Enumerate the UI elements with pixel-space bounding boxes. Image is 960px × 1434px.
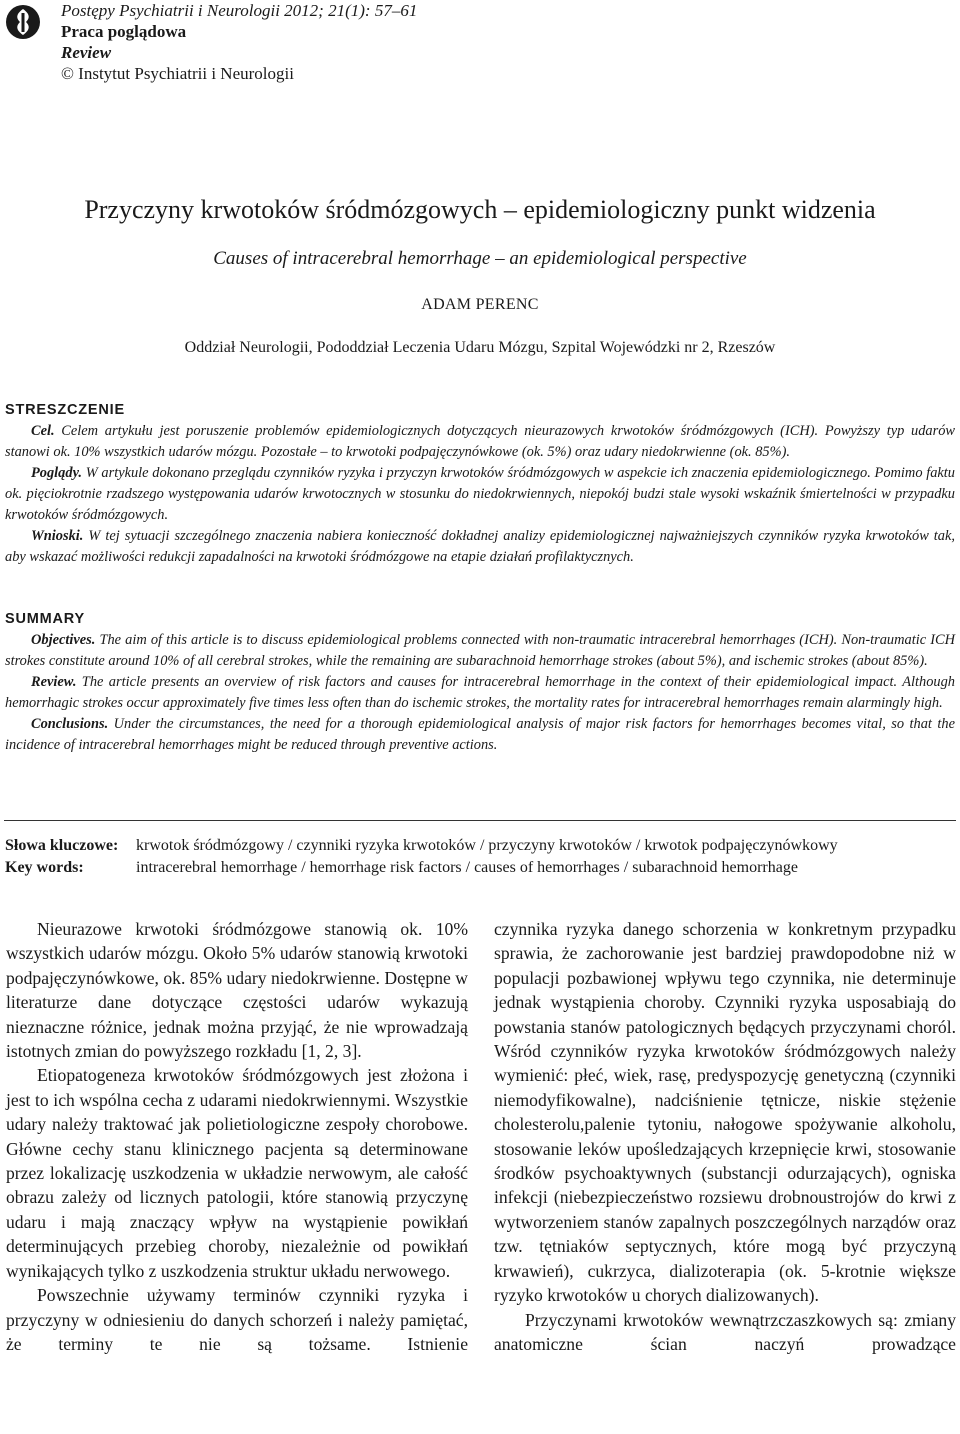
wnioski-label: Wnioski. [31,528,84,544]
section-divider [4,820,956,821]
body-paragraph: Etiopatogeneza krwotoków śródmózgowych jest złożona i jest to ich wspólna cecha z udarami niedokrwiennymi. Wszystkie udary należy traktować jak polietiologiczne zespoły chorobowe. Główne cechy stanu klinicznego pacjenta są determinowane przez lokalizację uszkodzenia w układzie nerwowym, ale całość obrazu zależy od licznych patologii, które stanowią przyczynę udaru i mają znaczący wpływ na wystąpienie powikłań determinujących przebieg choroby, niezależnie od powikłań wynikających tylko z uszkodzenia struktur układu nerwowego. [6,1065,468,1281]
article-type-pl: Praca poglądowa [61,22,187,41]
body-column-right [494,917,956,1356]
article-subtitle: Causes of intracerebral hemorrhage – an epidemiological perspective [213,248,747,269]
body-paragraph: czynnika ryzyka danego schorzenia w konkretnym przypadku sprawia, że zachorowanie jest bardziej prawdopodobne niż w populacji pozbawionej wpływu tego czynnika, nie determinuje jednak wystąpienia choroby. Czynniki ryzyka usposabiają do powstania stanów patologicznych będących przyczynami choról. Wśród czynników ryzyka krwotoków śródmózgowych należy wymienić: płeć, wiek, rasę, predyspozycję genetyczną (czynniki niemodyfikowalne), nadciśnienie tętnicze, niskie stężenie cholesterolu,palenie tytoniu, nałogowe spożywanie alkoholu, stosowanie leków upośledzających krzepnięcie krwi, stosowanie środków psychoaktywnych (substancji odurzających), ogniska infekcji (niebezpieczeństwo rozsiewu drobnoustrojów do krwi z wytworzeniem stanów zapalnych poszczególnych narządów oraz tzw. tętniaków septycznych, które mogą być przyczyną krwawień), cukrzyca, dializoterapia (ok. 5-krotnie większe ryzyko krwotoków u chorych dializowanych). [494,919,956,1306]
keywords-en-label: Key words: [5,859,84,876]
abstract-wnioski [5,526,955,568]
abstract-en [5,609,955,756]
abstract-cel [5,421,955,463]
journal-citation: Postępy Psychiatrii i Neurologii 2012; 21(1): 57–61 [61,1,418,20]
cel-text: Celem artykułu jest poruszenie problemów epidemiologicznych dotyczących nieurazowych krwotoków śródmózgowych (ICH). Powyższy typ udarów stanowi ok. 10% wszystkich udarów mózgu. Pozostałe – to krwotoki podpajęczynówkowe (ok. 5%) oraz udary niedokrwienne (ok. 85%). [5,423,955,460]
keywords-en [5,857,798,879]
keywords-en-text: intracerebral hemorrhage / hemorrhage risk factors / causes of hemorrhages / subarachnoid hemorrhage [136,859,798,876]
copyright: © Instytut Psychiatrii i Neurologii [61,64,294,83]
abstract-pl [5,400,955,568]
body-paragraph: Nieurazowe krwotoki śródmózgowe stanowią ok. 10% wszystkich udarów mózgu. Około 5% udarów stanowią krwotoki podpajęczynówkowe, ok. 85% udary niedokrwienne. Dostępne w literaturze dane dotyczące częstości udarów wykazują nieznaczne różnice, jednak można przyjąć, że nie wprowadzają istotnych zmian do powyższego rozkładu [1, 2, 3]. [6,919,468,1062]
body-paragraph: Przyczynami krwotoków wewnątrzczaszkowych są: zmiany anatomiczne ścian naczyń prowadzące [494,1309,956,1354]
abstract-pl-heading: STRESZCZENIE [5,402,125,418]
conclusions-text: Under the circumstances, the need for a thorough epidemiological analysis of major risk factors for hemorrhages becomes vital, so that the incidence of intracerebral hemorrhages might be reduced through preventive actions. [5,716,955,753]
journal-logo-icon [4,2,42,42]
abstract-en-heading: SUMMARY [5,611,85,627]
objectives-label: Objectives. [31,632,96,648]
objectives-text: The aim of this article is to discuss epidemiological problems connected with non-traumatic intracerebral hemorrhages (ICH). Non-traumatic ICH strokes constitute around 10% of all cerebral strokes, while the remaining are subarachnoid hemorrhage strokes (about 5%), and ischemic strokes (about 85%). [5,632,955,669]
conclusions-label: Conclusions. [31,716,109,732]
review-text: The article presents an overview of risk factors and causes for intracerebral hemorrhage in the context of their epidemiological impact. Although hemorrhagic strokes occur approximately five times less often than do ischemic strokes, the mortality rates for intracerebral hemorrhages remain alarmingly high. [5,674,955,711]
wnioski-text: W tej sytuacji szczególnego znaczenia nabiera konieczność dokładnej analizy epidemiologicznej najważniejszych czynników ryzyka krwotoków tak, aby wskazać możliwości redukcji zapadalności na krwotoki śródmózgowe na etapie działań profilaktycznych. [5,528,955,565]
body-paragraph: Powszechnie używamy terminów czynniki ryzyka i przyczyny w odniesieniu do danych schorzeń i należy pamiętać, że terminy te nie są tożsame. Istnienie [6,1285,468,1354]
cel-label: Cel. [31,423,55,439]
abstract-poglady [5,463,955,526]
summary-objectives [5,630,955,672]
journal-header [61,0,417,84]
keywords-pl [5,835,838,857]
affiliation: Oddział Neurologii, Pododdział Leczenia Udaru Mózgu, Szpital Wojewódzki nr 2, Rzeszów [184,339,776,356]
article-type-en: Review [61,43,112,62]
keywords-pl-label: Słowa kluczowe: [5,837,119,854]
summary-conclusions [5,714,955,756]
keywords-pl-text: krwotok śródmózgowy / czynniki ryzyka krwotoków / przyczyny krwotoków / krwotok podpajęczynówkowy [136,837,838,854]
article-title: Przyczyny krwotoków śródmózgowych – epidemiologiczny punkt widzenia [84,195,876,224]
poglady-label: Poglądy. [31,465,83,481]
summary-review [5,672,955,714]
author: ADAM PERENC [421,296,539,313]
body-column-left [6,917,468,1356]
review-label: Review. [31,674,77,690]
poglady-text: W artykule dokonano przeglądu czynników ryzyka i przyczyn krwotoków śródmózgowych w aspekcie ich znaczenia epidemiologicznego. Pomimo faktu ok. pięciokrotnie rzadszego występowania udarów krwotocznych w stosunku do niedokrwiennych, niepokój budzi stale wysoki wskaźnik śmiertelności w przypadku krwotoków śródmózgowych. [5,465,955,523]
